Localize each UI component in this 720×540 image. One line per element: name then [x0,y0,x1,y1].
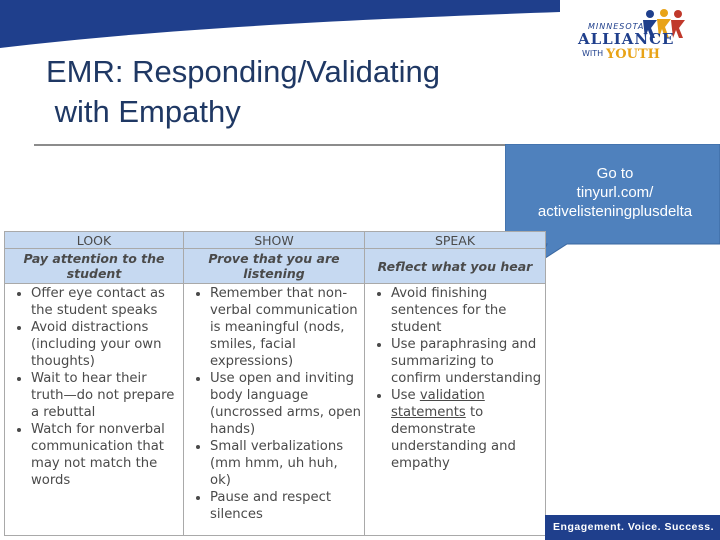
listening-skills-table [4,231,546,536]
logo-minnesota: MINNESOTA [588,22,645,31]
list-item: • Watch for nonverbal communication that may not match the words [31,421,181,489]
callout-line-2: tinyurl.com/ [576,184,654,201]
list-item [391,387,543,472]
look-cell [5,284,184,536]
logo-with: WITH [582,49,604,58]
logo-alliance: ALLIANCE [578,30,675,48]
column-header-show: SHOW [184,232,365,249]
item-text: Use [391,388,420,403]
callout-line-3: activelisteningplusdelta [537,203,693,220]
show-cell [184,284,365,536]
list-item: • Wait to hear their truth—do not prepare a rebuttal [31,370,181,421]
list-item: • Use open and inviting body language (uncrossed arms, open hands) [210,370,362,438]
list-item: • Avoid finishing sentences for the student [391,285,543,336]
footer-tagline: Engagement. Voice. Success. [553,521,714,533]
list-item: • Avoid distractions (including your own thoughts) [31,319,181,370]
list-item: • Remember that non-verbal communication is meaningful (nods, smiles, facial expressions) [210,285,362,370]
column-subheader-speak: Reflect what you hear [365,249,546,284]
table-subheader-row [5,249,546,284]
table-header-row [5,232,546,249]
list-item: • Offer eye contact as the student speaks [31,285,181,319]
slide-title: EMR: Responding/Validating with Empathy [46,54,441,129]
speak-list [367,285,543,472]
validation-link[interactable]: validation statements [391,388,485,420]
callout-line-1: Go to [596,165,634,182]
show-list [186,285,362,523]
column-header-speak: SPEAK [365,232,546,249]
column-subheader-look: Pay attention to the student [5,249,184,284]
footer-bar [545,515,720,540]
callout-text [515,164,715,221]
list-item: • Use paraphrasing and summarizing to confirm understanding [391,336,543,387]
list-item: • Small verbalizations (mm hmm, uh huh, ok) [210,438,362,489]
item-text: to demonstrate understanding and empathy [391,405,516,471]
alliance-with-youth-logo [572,8,712,68]
speak-cell [365,284,546,536]
table-row [5,284,546,536]
column-subheader-show: Prove that you are listening [184,249,365,284]
column-header-look: LOOK [5,232,184,249]
list-item: • Pause and respect silences [210,489,362,523]
logo-youth: YOUTH [606,47,660,62]
look-list [7,285,181,489]
